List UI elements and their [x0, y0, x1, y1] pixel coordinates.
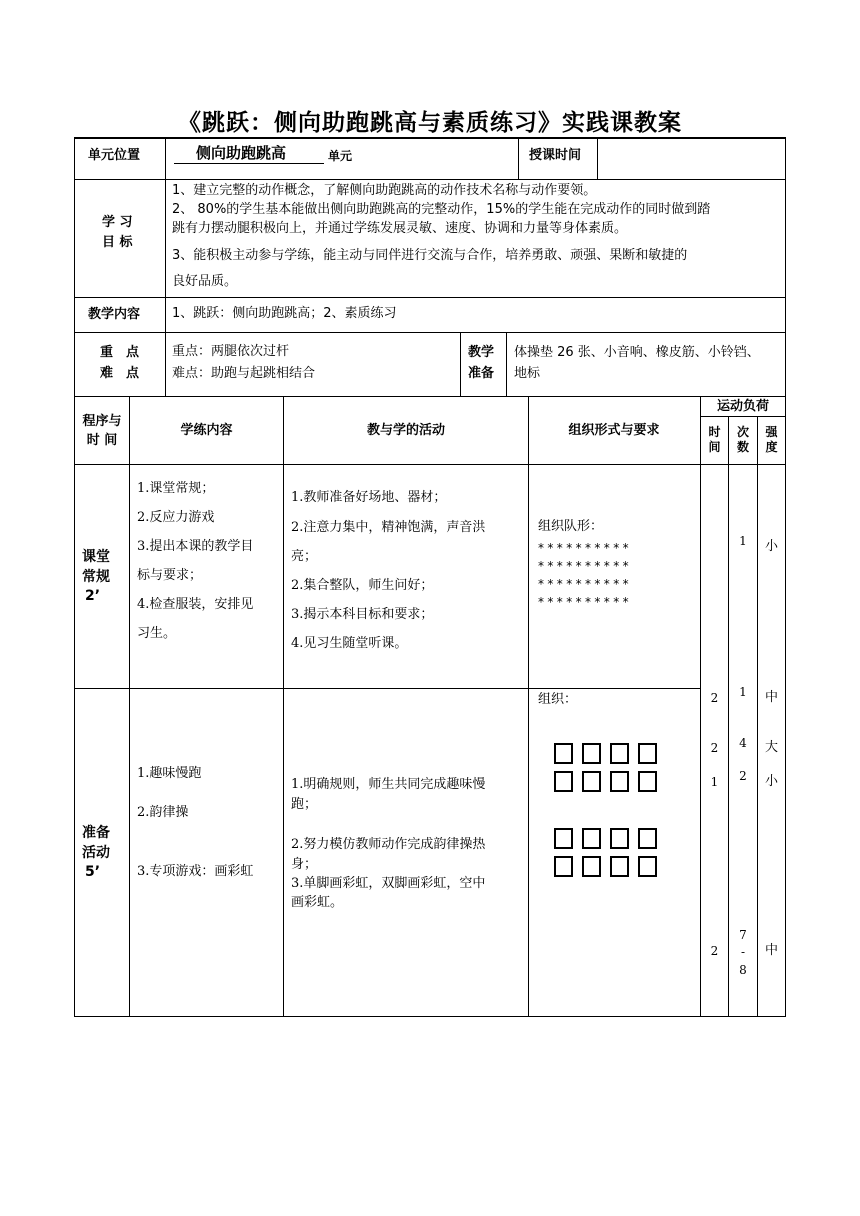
time-header: 间	[708, 440, 721, 454]
section1-practice: 3.提出本课的教学目	[137, 539, 254, 554]
section1-activity: 2.注意力集中，精神饱满，声音洪	[291, 520, 486, 535]
section2-activity: 1.明确规则，师生共同完成趣味慢	[291, 777, 486, 792]
intensity-header: 强	[765, 425, 778, 439]
section2-practice: 3.专项游戏：画彩虹	[137, 864, 254, 879]
procedure-header: 时 间	[86, 433, 118, 448]
section2-activity: 跑；	[291, 797, 318, 812]
unit-position-label: 单元位置	[88, 148, 141, 163]
unit-suffix: 单元	[328, 149, 353, 163]
rule-sec-divider	[74, 688, 700, 689]
section1-org-label: 组织队形：	[538, 519, 604, 534]
section2-activity: 3.单脚画彩虹，双脚画彩虹，空中	[291, 876, 486, 891]
load-count: 8	[739, 963, 747, 977]
mat-box	[610, 856, 629, 877]
objective-line: 1、建立完整的动作概念，了解侧向助跑跳高的动作技术名称与动作要领。	[172, 183, 597, 198]
load-count: -	[740, 945, 746, 959]
class-time-label: 授课时间	[529, 148, 582, 163]
section2-activity: 画彩虹。	[291, 895, 344, 910]
procedure-header: 程序与	[82, 414, 122, 429]
load-time: 1	[710, 775, 719, 789]
mat-box	[582, 743, 601, 764]
content-value: 1、跳跃：侧向助跑跳高；2、素质练习	[172, 306, 397, 321]
count-header: 次	[736, 425, 749, 439]
load-intensity: 大	[764, 740, 778, 755]
prep-label-2: 准备	[468, 366, 495, 381]
rule-col3	[528, 396, 529, 1016]
mat-box	[582, 828, 601, 849]
mat-box	[582, 771, 601, 792]
difficult-label: 难 点	[100, 366, 140, 381]
section1-activity: 4.见习生随堂听课。	[291, 636, 408, 651]
mat-box	[638, 743, 657, 764]
key-label: 重 点	[100, 345, 140, 360]
mat-box	[582, 856, 601, 877]
rule-time-label-l	[518, 137, 519, 179]
rule-col1	[129, 396, 130, 1016]
section2-activity: 身；	[291, 857, 318, 872]
section1-practice: 2.反应力游戏	[137, 510, 215, 525]
section2-org-label: 组织：	[538, 692, 578, 707]
section1-practice: 习生。	[137, 626, 177, 641]
prep-line: 地标	[514, 366, 541, 381]
key-point: 重点：两腿依次过杆	[172, 344, 290, 359]
mat-box	[554, 856, 573, 877]
load-intensity: 小	[764, 774, 778, 789]
rule-row3	[74, 332, 786, 333]
mat-box	[610, 828, 629, 849]
formation-row: **********	[538, 577, 632, 591]
mat-box	[610, 743, 629, 764]
content-label: 教学内容	[88, 307, 141, 322]
load-time: 2	[710, 944, 719, 958]
prep-label-1: 教学	[468, 345, 495, 360]
rule-load-bottom	[700, 464, 786, 465]
rule-row5	[74, 464, 700, 465]
rule-prep-l	[460, 332, 461, 396]
rule-col2	[283, 396, 284, 1016]
section1-practice: 1.课堂常规；	[137, 481, 215, 496]
rule-right	[785, 137, 786, 1016]
section2-label: 准备	[82, 825, 110, 841]
difficult-point: 难点：助跑与起跳相结合	[172, 366, 316, 381]
section2-activity: 2.努力模仿教师动作完成韵律操热	[291, 837, 486, 852]
mat-box	[554, 771, 573, 792]
section1-practice: 标与要求；	[137, 568, 203, 583]
objective-line: 跳有力摆动腿积极向上，并通过学练发展灵敏、速度、协调和力量等身体素质。	[172, 221, 628, 236]
section1-activity: 3.揭示本科目标和要求；	[291, 607, 434, 622]
load-count: 7	[739, 928, 747, 942]
count-header: 数	[736, 440, 749, 454]
rule-row1	[74, 179, 786, 180]
formation-row: **********	[538, 595, 632, 609]
rule-top	[74, 137, 786, 139]
prep-line: 体操垫 26 张、小音响、橡皮筋、小铃铛、	[514, 345, 760, 360]
formation-row: **********	[538, 541, 632, 555]
practice-header: 学练内容	[180, 423, 233, 438]
mat-box	[554, 828, 573, 849]
formation-row: **********	[538, 559, 632, 573]
section1-time: 2’	[85, 588, 101, 604]
time-header: 时	[708, 425, 721, 439]
mat-box	[638, 828, 657, 849]
objective-line: 2、 80%的学生基本能做出侧向助跑跳高的完整动作，15%的学生能在完成动作的同时做到踏	[172, 202, 711, 217]
mat-box	[554, 743, 573, 764]
mat-box	[610, 771, 629, 792]
section1-intensity: 小	[764, 539, 778, 554]
section1-label: 常规	[82, 569, 110, 585]
intensity-header: 度	[765, 440, 778, 454]
activities-header: 教与学的活动	[366, 423, 445, 438]
rule-prep-r	[506, 332, 507, 396]
page-title: 《跳跃：侧向助跑跳高与素质练习》实践课教案	[178, 109, 682, 136]
load-intensity: 中	[764, 943, 778, 958]
load-count: 2	[739, 769, 747, 783]
section2-label: 活动	[82, 845, 110, 861]
objectives-label-1: 学 习	[102, 215, 133, 230]
section2-practice: 2.韵律操	[137, 805, 189, 820]
load-time: 2	[710, 691, 719, 705]
rule-row2	[74, 297, 786, 298]
load-intensity: 中	[764, 690, 778, 705]
rule-time-label-r	[597, 137, 598, 179]
section2-time: 5’	[85, 864, 101, 880]
mat-box	[638, 771, 657, 792]
unit-name: 侧向助跑跳高	[196, 144, 287, 162]
load-count: 4	[739, 736, 747, 750]
objectives-label-2: 目 标	[102, 235, 133, 250]
section1-activity: 2.集合整队，师生问好；	[291, 578, 434, 593]
rule-row4	[74, 396, 786, 397]
section2-practice: 1.趣味慢跑	[137, 766, 202, 781]
section1-count: 1	[739, 534, 747, 548]
section1-activity: 亮；	[291, 549, 318, 564]
section1-label: 课堂	[82, 549, 110, 565]
rule-bottom	[74, 1016, 786, 1017]
section1-practice: 4.检查服装，安排见	[137, 597, 254, 612]
rule-left	[74, 137, 75, 1016]
load-time: 2	[710, 741, 719, 755]
load-header: 运动负荷	[716, 399, 769, 414]
section1-activity: 1.教师准备好场地、器材；	[291, 490, 447, 505]
objective-line: 3、能积极主动参与学练，能主动与同伴进行交流与合作，培养勇敢、顽强、果断和敏捷的	[172, 248, 688, 263]
organization-header: 组织形式与要求	[568, 423, 660, 438]
load-count: 1	[739, 685, 747, 699]
objective-line: 良好品质。	[172, 274, 238, 289]
mat-box	[638, 856, 657, 877]
rule-upper-label	[165, 137, 166, 396]
unit-name-underline	[174, 163, 324, 164]
